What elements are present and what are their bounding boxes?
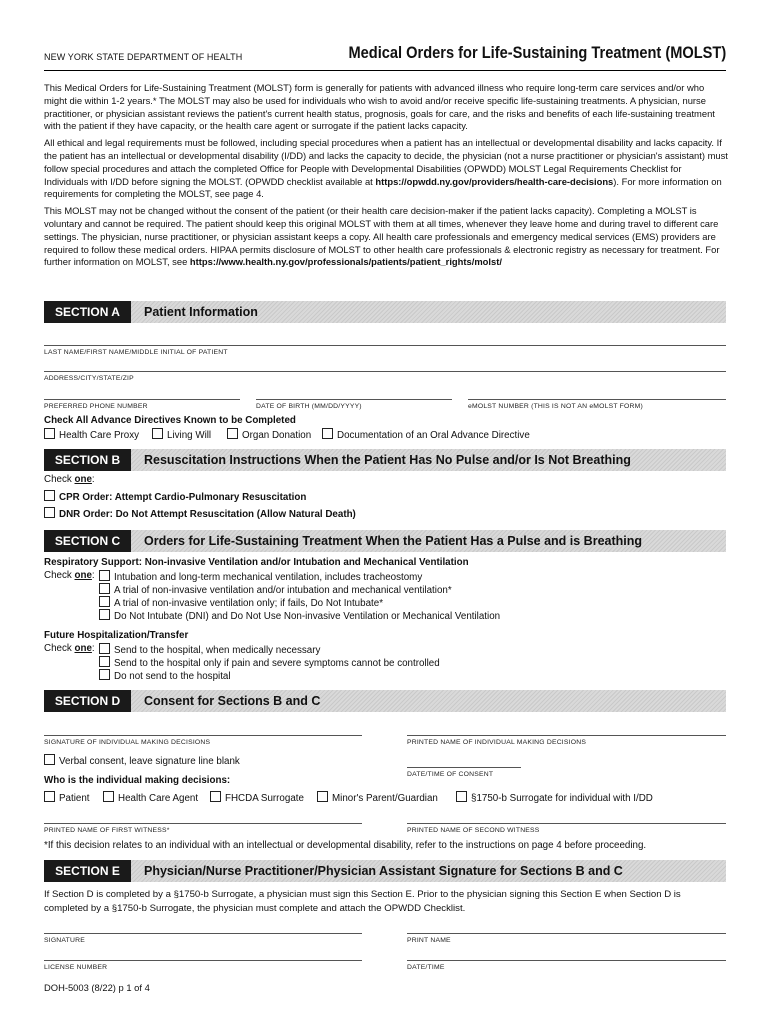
emolst-field[interactable] (468, 399, 726, 400)
checkbox[interactable] (99, 669, 110, 680)
who-heading: Who is the individual making decisions: (44, 775, 231, 786)
checkbox[interactable] (44, 754, 55, 765)
directives-heading: Check All Advance Directives Known to be Completed (44, 415, 296, 426)
phone-label: PREFERRED PHONE NUMBER (44, 403, 148, 410)
intro-paragraph-2: All ethical and legal requirements must be followed, including special procedures when a patient has an intellectual or developmental disability and lacks capacity. If the patient has an intellectual or developmental disability (I/DD) and lacks the capacity to decide, the physician (not a nurse practitioner or physician's assistant) must follow special procedures and attach the completed Office for People with Developmental Disabilities (OPWDD) MOLST Legal Requirements Checklist for Individuals with I/DD before signing the MOLST. (OPWDD checklist available at https://opwdd.ny.gov/providers/health-care-decisions). For more information on requirements for completing the MOLST, see page 4. (44, 137, 728, 200)
checkbox[interactable] (152, 428, 163, 439)
directive-oral-advance[interactable]: Documentation of an Oral Advance Directive (322, 428, 530, 441)
molst-link[interactable]: https://www.health.ny.gov/professionals/patients/patient_rights/molst/ (189, 256, 502, 268)
section-e-tag: SECTION E (44, 860, 131, 882)
section-a-title: Patient Information (144, 305, 258, 319)
idd-note: *If this decision relates to an individual with an intellectual or developmental disability, refer to the instructions on page 4 before proceeding. (44, 840, 647, 851)
section-e-title: Physician/Nurse Practitioner/Physician Assistant Signature for Sections B and C (144, 864, 623, 878)
checkbox[interactable] (99, 570, 110, 581)
patient-name-field[interactable] (44, 345, 726, 346)
decision-maker-printed-label: PRINTED NAME OF INDIVIDUAL MAKING DECISIONS (407, 739, 587, 746)
intro-paragraph-1: This Medical Orders for Life-Sustaining Treatment (MOLST) form is generally for patients with advanced illness who require long-term care services and/or who might die within 1-2 years.* The MOLST may also be used for individuals who wish to avoid and/or receive specific life-sustaining treatments. A physician, nurse practitioner, or physician assistant reviews the patient's current health status, prognosis, goals for care, and the risks and benefits of each life-sustaining treatment with the patient if they have capacity, or the health care agent or surrogate if the patient lacks capacity. (44, 82, 715, 132)
hosp-option-send-if-pain[interactable]: Send to the hospital only if pain and severe symptoms cannot be controlled (99, 656, 440, 669)
consent-date-label: DATE/TIME OF CONSENT (407, 771, 494, 778)
section-c-title: Orders for Life-Sustaining Treatment When the Patient Has a Pulse and is Breathing (144, 534, 643, 548)
who-option-minor-parent[interactable]: Minor's Parent/Guardian (317, 791, 438, 804)
checkbox[interactable] (99, 609, 110, 620)
dob-field[interactable] (256, 399, 452, 400)
directive-organ-donation[interactable]: Organ Donation (227, 428, 311, 441)
respiratory-option-dni[interactable]: Do Not Intubate (DNI) and Do Not Use Non-invasive Ventilation or Mechanical Ventilation (99, 609, 500, 622)
first-witness-label: PRINTED NAME OF FIRST WITNESS* (44, 827, 170, 834)
physician-signature-field[interactable] (44, 933, 362, 934)
physician-print-name-field[interactable] (407, 933, 726, 934)
section-a-bar (44, 301, 726, 323)
opwdd-link[interactable]: https://opwdd.ny.gov/providers/health-care-decisions (375, 175, 614, 187)
section-e-bar (44, 860, 726, 882)
checkbox[interactable] (99, 643, 110, 654)
section-c-tag: SECTION C (44, 530, 131, 552)
who-option-health-care-agent[interactable]: Health Care Agent (103, 791, 198, 804)
consent-date-field[interactable] (407, 767, 521, 768)
checkbox[interactable] (227, 428, 238, 439)
header-rule (44, 70, 726, 71)
checkbox[interactable] (210, 791, 221, 802)
second-witness-label: PRINTED NAME OF SECOND WITNESS (407, 827, 540, 834)
physician-print-name-label: PRINT NAME (407, 937, 451, 944)
patient-name-label: LAST NAME/FIRST NAME/MIDDLE INITIAL OF PATIENT (44, 349, 228, 356)
cpr-order-option[interactable]: CPR Order: Attempt Cardio-Pulmonary Resuscitation (44, 490, 306, 503)
section-a-tag: SECTION A (44, 301, 131, 323)
directive-living-will[interactable]: Living Will (152, 428, 211, 441)
checkbox[interactable] (99, 583, 110, 594)
hospitalization-heading: Future Hospitalization/Transfer (44, 630, 189, 641)
decision-maker-signature-field[interactable] (44, 735, 362, 736)
section-d-bar (44, 690, 726, 712)
section-d-tag: SECTION D (44, 690, 131, 712)
section-b-bar (44, 449, 726, 471)
checkbox[interactable] (44, 490, 55, 501)
second-witness-field[interactable] (407, 823, 726, 824)
form-footer: DOH-5003 (8/22) p 1 of 4 (44, 982, 150, 993)
dnr-order-option[interactable]: DNR Order: Do Not Attempt Resuscitation (Allow Natural Death) (44, 507, 356, 520)
decision-maker-printed-field[interactable] (407, 735, 726, 736)
intro-paragraph-3: This MOLST may not be changed without the consent of the patient (or their health care decision-maker if the patient lacks capacity). Completing a MOLST is voluntary and cannot be required. The patient should keep this original MOLST with them at all times, whenever they leave home and during travel to different care settings. The physician, nurse practitioner, or physician assistant keeps a copy. All health care professionals and emergency medical services (EMS) providers are required to follow these medical orders. HIPAA permits disclosure of MOLST to other health care professionals & electronic registry as necessary for treatment. For further information on MOLST, see https://www.health.ny.gov/professionals/patients/patient_rights/molst/ (44, 205, 720, 268)
decision-maker-signature-label: SIGNATURE OF INDIVIDUAL MAKING DECISIONS (44, 739, 211, 746)
form-title: Medical Orders for Life-Sustaining Treatment (MOLST) (348, 43, 726, 62)
checkbox[interactable] (103, 791, 114, 802)
respiratory-option-intubation[interactable]: Intubation and long-term mechanical ventilation, includes tracheostomy (99, 570, 422, 583)
first-witness-field[interactable] (44, 823, 362, 824)
section-b-tag: SECTION B (44, 449, 131, 471)
license-number-label: LICENSE NUMBER (44, 964, 108, 971)
section-b-check-one: Check one: (44, 474, 95, 485)
who-option-patient[interactable]: Patient (44, 791, 90, 804)
checkbox[interactable] (99, 596, 110, 607)
checkbox[interactable] (317, 791, 328, 802)
license-number-field[interactable] (44, 960, 362, 961)
intro-text (44, 82, 728, 269)
checkbox[interactable] (44, 507, 55, 518)
section-e-text: If Section D is completed by a §1750-b Surrogate, a physician must sign this Section E. Prior to the physician signing this Section E when Section D is completed by a §1750-b Surrogate, the physician must complete and attach the OPWDD Checklist. (44, 889, 681, 914)
checkbox[interactable] (44, 791, 55, 802)
respiratory-option-trial-both[interactable]: A trial of non-invasive ventilation and/or intubation and mechanical ventilation* (99, 583, 452, 596)
address-field[interactable] (44, 371, 726, 372)
address-label: ADDRESS/CITY/STATE/ZIP (44, 375, 134, 382)
hosp-option-do-not-send[interactable]: Do not send to the hospital (99, 669, 231, 682)
who-option-fhcda-surrogate[interactable]: FHCDA Surrogate (210, 791, 304, 804)
verbal-consent-option[interactable]: Verbal consent, leave signature line blank (44, 754, 240, 767)
department-name: NEW YORK STATE DEPARTMENT OF HEALTH (44, 52, 243, 62)
directive-health-care-proxy[interactable]: Health Care Proxy (44, 428, 139, 441)
checkbox[interactable] (99, 656, 110, 667)
section-c-bar (44, 530, 726, 552)
checkbox[interactable] (44, 428, 55, 439)
hosp-option-send[interactable]: Send to the hospital, when medically necessary (99, 643, 320, 656)
dob-label: DATE OF BIRTH (MM/DD/YYYY) (256, 403, 362, 410)
section-b-title: Resuscitation Instructions When the Patient Has No Pulse and/or Is Not Breathing (144, 453, 631, 467)
hospitalization-check-one: Check one: (44, 643, 95, 654)
emolst-label: eMOLST NUMBER (THIS IS NOT AN eMOLST FORM) (468, 403, 643, 410)
checkbox[interactable] (456, 791, 467, 802)
who-option-1750b-surrogate[interactable]: §1750-b Surrogate for individual with I/DD (456, 791, 653, 804)
respiratory-option-trial-niv[interactable]: A trial of non-invasive ventilation only; if fails, Do Not Intubate* (99, 596, 383, 609)
physician-date-label: DATE/TIME (407, 964, 445, 971)
physician-signature-label: SIGNATURE (44, 937, 85, 944)
respiratory-check-one: Check one: (44, 570, 95, 581)
checkbox[interactable] (322, 428, 333, 439)
section-d-title: Consent for Sections B and C (144, 694, 321, 708)
respiratory-heading: Respiratory Support: Non-invasive Ventilation and/or Intubation and Mechanical Ventilation (44, 557, 469, 568)
phone-field[interactable] (44, 399, 240, 400)
physician-date-field[interactable] (407, 960, 726, 961)
